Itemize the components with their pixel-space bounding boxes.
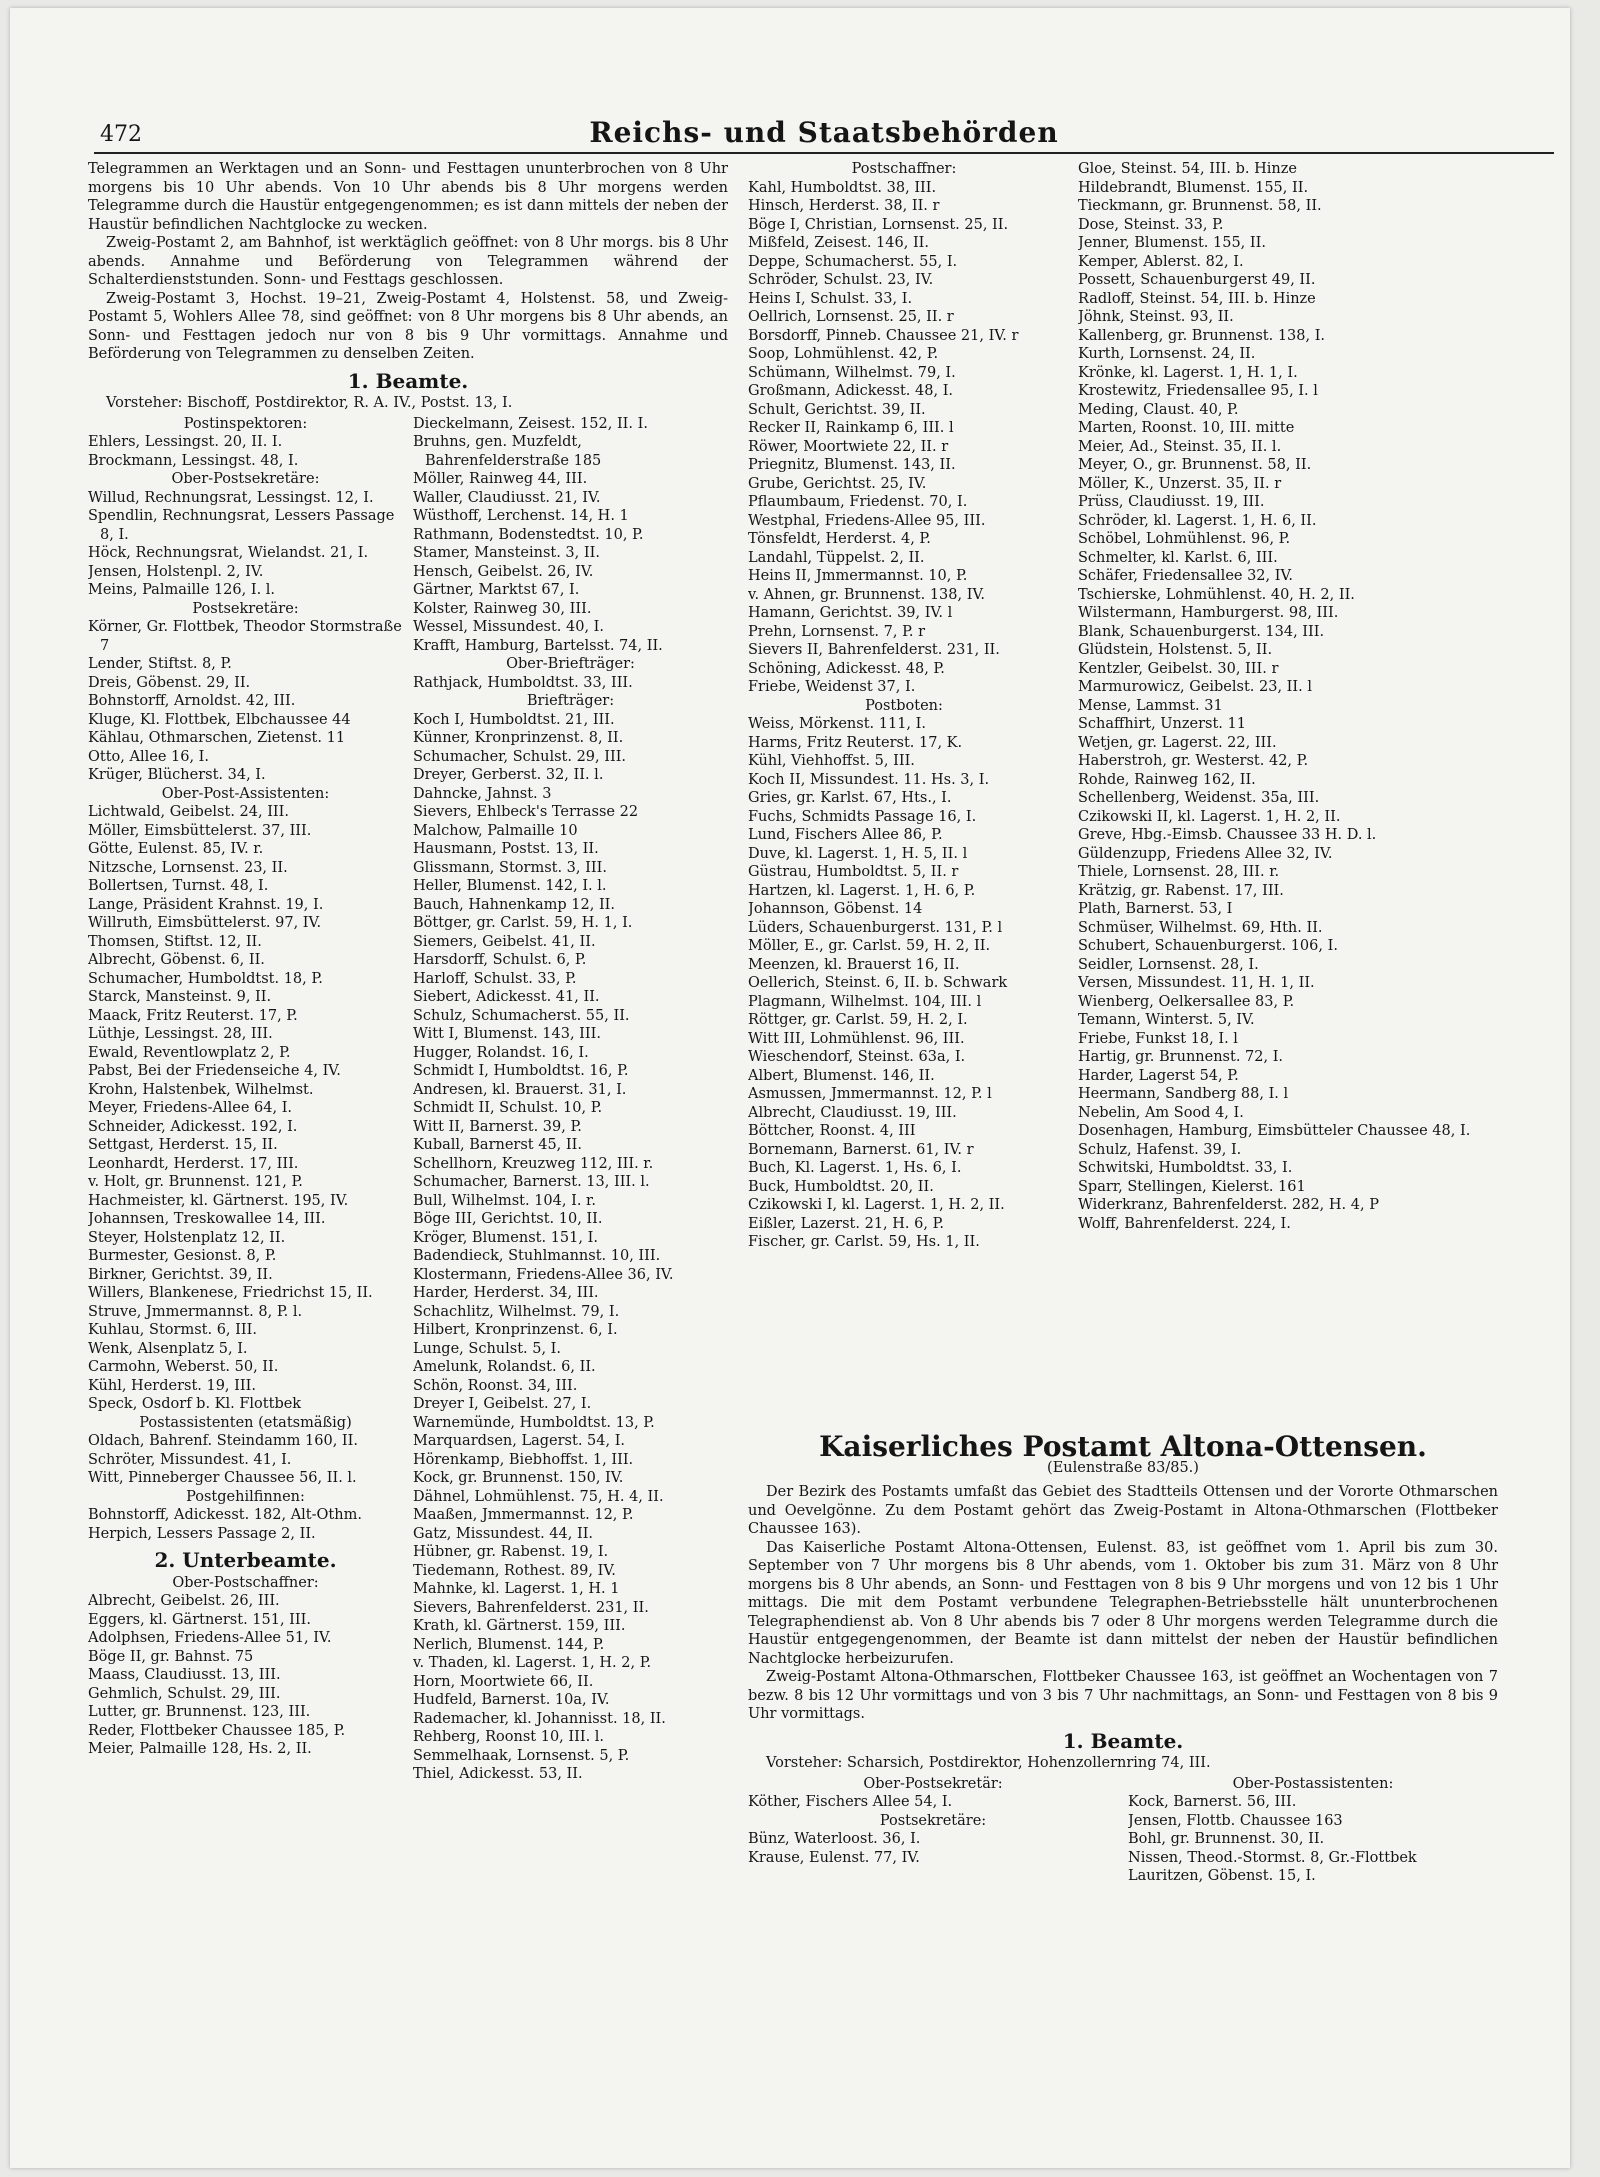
staff-entry: Röwer, Moortwiete 22, II. r [748, 438, 949, 455]
staff-entry: Meier, Ad., Steinst. 35, II. l. [1078, 438, 1282, 455]
column-middle [748, 160, 1060, 1460]
staff-entry: Czikowski I, kl. Lagerst. 1, H. 2, II. [748, 1197, 1005, 1213]
staff-entry: Lange, Präsident Krahnst. 19, I. [88, 896, 324, 913]
staff-entry: Buck, Humboldtst. 20, II. [748, 1178, 934, 1195]
staff-entry: Thiel, Adickesst. 53, II. [413, 1766, 583, 1782]
staff-entry: Schöbel, Lohmühlenst. 96, P. [1078, 531, 1291, 547]
staff-entry: Sievers II, Bahrenfelderst. 231, II. [748, 642, 1000, 658]
staff-entry: Möller, K., Unzerst. 35, II. r [1078, 475, 1282, 492]
staff-entry: Hilbert, Kronprinzenst. 6, I. [413, 1322, 618, 1338]
staff-entry: Gatz, Missundest. 44, II. [413, 1525, 594, 1542]
running-title: Reichs- und Staatsbehörden [589, 116, 1059, 149]
office-paragraph: Der Bezirk des Postamts umfaßt das Gebiet des Stadtteils Ottensen und der Vororte Othmarschen und Oevelgönne. Zu dem Postamt gehört das Zweig-Postamt in Altona-Othmarschen (Flottbeker Chaussee 163). [748, 1484, 1498, 1537]
staff-entry: Witt II, Barnerst. 39, P. [413, 1118, 582, 1135]
staff-entry: Gries, gr. Karlst. 67, Hts., I. [748, 790, 952, 806]
staff-entry: Maack, Fritz Reuterst. 17, P. [88, 1007, 298, 1024]
group-heading: Postsekretäre: [192, 600, 299, 617]
staff-entry: Westphal, Friedens-Allee 95, III. [748, 512, 986, 529]
staff-entry: Gehmlich, Schulst. 29, III. [88, 1685, 281, 1702]
staff-entry: Gärtner, Marktst 67, I. [413, 582, 580, 598]
staff-subcolumn-a [88, 415, 403, 1784]
staff-entry: Wüsthoff, Lerchenst. 14, H. 1 [413, 508, 629, 524]
staff-entry: Nebelin, Am Sood 4, I. [1078, 1104, 1244, 1121]
staff-entry: Harloff, Schulst. 33, P. [413, 970, 577, 987]
staff-entry: Hübner, gr. Rabenst. 19, I. [413, 1544, 609, 1560]
staff-entry: Marten, Roonst. 10, III. mitte [1078, 420, 1295, 436]
staff-entry: Möller, Eimsbüttelerst. 37, III. [88, 822, 312, 839]
staff-entry: Marquardsen, Lagerst. 54, I. [413, 1433, 626, 1449]
staff-entry: Herpich, Lessers Passage 2, II. [88, 1525, 316, 1542]
staff-entry: Krause, Eulenst. 77, IV. [748, 1849, 920, 1866]
staff-entry: Körner, Gr. Flottbek, Theodor Stormstraße 7 [88, 619, 402, 654]
staff-entry: Hamann, Gerichtst. 39, IV. l [748, 605, 953, 621]
staff-entry: Rehberg, Roonst 10, III. l. [413, 1729, 605, 1745]
staff-entry: Böttcher, Roonst. 4, III [748, 1123, 916, 1139]
staff-entry: Nissen, Theod.-Stormst. 8, Gr.-Flottbek [1128, 1849, 1417, 1866]
staff-entry: Leonhardt, Herderst. 17, III. [88, 1155, 299, 1172]
staff-entry: Kock, gr. Brunnenst. 150, IV. [413, 1470, 624, 1486]
staff-entry: Struve, Jmmermannst. 8, P. l. [88, 1303, 303, 1320]
staff-entry: Witt, Pinneberger Chaussee 56, II. l. [88, 1470, 357, 1486]
staff-entry: Lüthje, Lessingst. 28, III. [88, 1026, 273, 1042]
staff-entry: Malchow, Palmaille 10 [413, 822, 578, 839]
staff-entry: Kolster, Rainweg 30, III. [413, 600, 592, 617]
staff-entry: Fuchs, Schmidts Passage 16, I. [748, 808, 977, 825]
staff-entry: Settgast, Herderst. 15, II. [88, 1137, 278, 1153]
intro-paragraph: Telegrammen an Werktagen und an Sonn- und Festtagen ununterbrochen von 8 Uhr morgens bis 10 Uhr abends. Von 10 Uhr abends bis 8 Uhr morgens werden Telegramme durch die Haustür entgegengenommen; es ist dann mittels der neben der Haustür befindlichen Nachtglocke zu wecken. [88, 161, 728, 233]
staff-entry: Willud, Rechnungsrat, Lessingst. 12, I. [88, 489, 374, 506]
staff-entry: Schellenberg, Weidenst. 35a, III. [1078, 790, 1320, 806]
staff-entry: Tiedemann, Rothest. 89, IV. [413, 1562, 616, 1579]
staff-entry: Schöning, Adickesst. 48, P. [748, 660, 945, 677]
staff-entry: Thomsen, Stiftst. 12, II. [88, 933, 262, 950]
staff-entry: Schult, Gerichtst. 39, II. [748, 401, 926, 418]
staff-entry: Meins, Palmaille 126, I. l. [88, 582, 276, 598]
group-heading: Postinspektoren: [183, 415, 308, 432]
staff-entry: Priegnitz, Blumenst. 143, II. [748, 457, 956, 473]
staff-entry: Böge III, Gerichtst. 10, II. [413, 1211, 603, 1227]
staff-entry: Böttger, gr. Carlst. 59, H. 1, I. [413, 915, 633, 931]
staff-entry: Versen, Missundest. 11, H. 1, II. [1078, 975, 1315, 991]
staff-entry: Hinsch, Herderst. 38, II. r [748, 198, 940, 214]
staff-entry: Kählau, Othmarschen, Zietenst. 11 [88, 730, 346, 746]
staff-entry: Spendlin, Rechnungsrat, Lessers Passage 8, I. [88, 508, 395, 543]
staff-entry: Johannson, Göbenst. 14 [748, 901, 923, 917]
staff-entry: Recker II, Rainkamp 6, III. l [748, 420, 954, 436]
staff-entry: Willers, Blankenese, Friedrichst 15, II. [88, 1285, 373, 1301]
staff-entry: Albrecht, Claudiusst. 19, III. [748, 1104, 957, 1121]
staff-entry: Heins I, Schulst. 33, I. [748, 290, 913, 307]
staff-entry: Steyer, Holstenplatz 12, II. [88, 1229, 286, 1246]
staff-entry: Grube, Gerichtst. 25, IV. [748, 475, 927, 492]
staff-entry: Hildebrandt, Blumenst. 155, II. [1078, 179, 1309, 196]
staff-entry: Oldach, Bahrenf. Steindamm 160, II. [88, 1433, 358, 1449]
staff-entry: Harms, Fritz Reuterst. 17, K. [748, 734, 963, 751]
staff-entry: Harder, Herderst. 34, III. [413, 1285, 599, 1301]
staff-entry: Wessel, Missundest. 40, I. [413, 619, 605, 635]
staff-entry: Sievers, Ehlbeck's Terrasse 22 [413, 804, 639, 820]
staff-entry: Bauch, Hahnenkamp 12, II. [413, 896, 616, 913]
staff-entry: Tschierske, Lohmühlenst. 40, H. 2, II. [1078, 586, 1355, 603]
staff-entry: Koch I, Humboldtst. 21, III. [413, 711, 615, 728]
staff-entry: Kröger, Blumenst. 151, I. [413, 1229, 598, 1246]
staff-entry: Rathmann, Bodenstedtst. 10, P. [413, 526, 644, 543]
staff-entry: Köther, Fischers Allee 54, I. [748, 1794, 953, 1810]
staff-entry: Deppe, Schumacherst. 55, I. [748, 253, 958, 270]
staff-entry: Kahl, Humboldtst. 38, III. [748, 179, 937, 196]
staff-entry: Oellrich, Lornsenst. 25, II. r [748, 309, 954, 325]
staff-entry: Andresen, kl. Brauerst. 31, I. [413, 1081, 627, 1098]
staff-entry: Jöhnk, Steinst. 93, II. [1078, 309, 1234, 325]
staff-entry: Friebe, Weidenst 37, I. [748, 679, 916, 695]
staff-entry: Höck, Rechnungsrat, Wielandst. 21, I. [88, 545, 369, 561]
staff-entry: Schön, Roonst. 34, III. [413, 1377, 578, 1394]
staff-entry: Kallenberg, gr. Brunnenst. 138, I. [1078, 327, 1326, 344]
staff-entry: Landahl, Tüppelst. 2, II. [748, 549, 925, 566]
group-heading: Postboten: [865, 697, 943, 714]
staff-entry: Schmüser, Wilhelmst. 69, Hth. II. [1078, 919, 1323, 936]
staff-entry: Schumacher, Barnerst. 13, III. l. [413, 1174, 650, 1190]
staff-entry: Possett, Schauenburgerst 49, II. [1078, 272, 1316, 288]
staff-entry: Witt III, Lohmühlenst. 96, III. [748, 1030, 965, 1047]
staff-entry: Mahnke, kl. Lagerst. 1, H. 1 [413, 1581, 620, 1597]
staff-entry: Ewald, Reventlowplatz 2, P. [88, 1044, 291, 1061]
office-staff-left [748, 1775, 1118, 1886]
staff-entry: Radloff, Steinst. 54, III. b. Hinze [1078, 290, 1316, 307]
staff-entry: Hensch, Geibelst. 26, IV. [413, 563, 594, 580]
staff-entry: Schneider, Adickesst. 192, I. [88, 1118, 298, 1135]
staff-entry: Eißler, Lazerst. 21, H. 6, P. [748, 1215, 944, 1232]
staff-entry: Waller, Claudiusst. 21, IV. [413, 489, 601, 506]
staff-entry: Bollertsen, Turnst. 48, I. [88, 878, 269, 894]
staff-entry: Koch II, Missundest. 11. Hs. 3, I. [748, 771, 990, 788]
staff-entry: Mense, Lammst. 31 [1078, 697, 1223, 714]
staff-entry: Weiss, Mörkenst. 111, I. [748, 716, 926, 732]
staff-entry: Warnemünde, Humboldtst. 13, P. [413, 1414, 655, 1431]
staff-entry: Pabst, Bei der Friedenseiche 4, IV. [88, 1063, 341, 1079]
staff-entry: v. Thaden, kl. Lagerst. 1, H. 2, P. [413, 1655, 652, 1671]
staff-entry: Soop, Lohmühlenst. 42, P. [748, 346, 939, 362]
staff-entry: Temann, Winterst. 5, IV. [1078, 1012, 1255, 1028]
staff-entry: Dähnel, Lohmühlenst. 75, H. 4, II. [413, 1488, 664, 1505]
staff-entry: Czikowski II, kl. Lagerst. 1, H. 2, II. [1078, 808, 1341, 825]
intro-paragraph: Zweig-Postamt 3, Hochst. 19–21, Zweig-Postamt 4, Holstenst. 58, und Zweig-Postamt 5, Wohlers Allee 78, sind geöffnet: von 8 Uhr morgens bis 8 Uhr abends, an Sonn- und Festtagen jedoch nur von 8 bis 9 Uhr vormittags. Annahme und Beförderung von Telegrammen zu denselben Zeiten. [88, 290, 728, 362]
column-right [1078, 160, 1498, 1460]
group-heading: Postassistenten (etatsmäßig) [139, 1414, 352, 1431]
staff-entry: Kurth, Lornsenst. 24, II. [1078, 346, 1256, 362]
staff-entry: v. Ahnen, gr. Brunnenst. 138, IV. [748, 586, 985, 603]
staff-entry: Güstrau, Humboldtst. 5, II. r [748, 864, 959, 880]
staff-entry: Marmurowicz, Geibelst. 23, II. l [1078, 679, 1312, 695]
staff-entry: Dreyer, Gerberst. 32, II. l. [413, 767, 604, 783]
staff-entry: Götte, Eulenst. 85, IV. r. [88, 841, 264, 857]
page-header [94, 116, 1554, 154]
staff-entry: Buch, Kl. Lagerst. 1, Hs. 6, I. [748, 1160, 962, 1176]
staff-entry: Amelunk, Rolandst. 6, II. [413, 1359, 596, 1375]
staff-entry: Wienberg, Oelkersallee 83, P. [1078, 993, 1295, 1010]
vorsteher-line: Vorsteher: Scharsich, Postdirektor, Hohenzollernring 74, III. [766, 1755, 1211, 1771]
staff-entry: Haberstroh, gr. Westerst. 42, P. [1078, 753, 1309, 769]
staff-entry: Maaßen, Jmmermannst. 12, P. [413, 1507, 634, 1523]
staff-entry: Dreis, Göbenst. 29, II. [88, 674, 251, 691]
staff-entry: Siebert, Adickesst. 41, II. [413, 989, 600, 1005]
staff-entry: Siemers, Geibelst. 41, II. [413, 933, 596, 950]
staff-entry: Glüdstein, Holstenst. 5, II. [1078, 642, 1273, 658]
staff-entry: Friebe, Funkst 18, I. l [1078, 1030, 1238, 1047]
staff-entry: Heermann, Sandberg 88, I. l [1078, 1086, 1289, 1102]
staff-entry: Hörenkamp, Biebhoffst. 1, III. [413, 1451, 634, 1468]
staff-entry: Otto, Allee 16, I. [88, 748, 210, 765]
staff-entry: Stamer, Mansteinst. 3, II. [413, 545, 600, 561]
group-heading: Ober-Postsekretär: [863, 1775, 1003, 1792]
staff-entry: Semmelhaak, Lornsenst. 5, P. [413, 1747, 630, 1764]
staff-entry: Plagmann, Wilhelmst. 104, III. l [748, 993, 982, 1010]
staff-entry: Willruth, Eimsbüttelerst. 97, IV. [88, 915, 322, 931]
staff-entry: Sparr, Stellingen, Kielerst. 161 [1078, 1178, 1306, 1195]
staff-entry: Bohnstorff, Arnoldst. 42, III. [88, 693, 296, 709]
staff-entry: Nitzsche, Lornsenst. 23, II. [88, 859, 288, 876]
staff-entry: Tönsfeldt, Herderst. 4, P. [748, 531, 931, 547]
staff-entry: Plath, Barnerst. 53, I [1078, 901, 1233, 917]
staff-entry: Kühl, Viehhoffst. 5, III. [748, 753, 915, 769]
staff-entry: Kühl, Herderst. 19, III. [88, 1377, 256, 1394]
staff-entry: Horn, Moortwiete 66, II. [413, 1673, 594, 1690]
staff-subcolumns [88, 415, 728, 1784]
staff-entry: Schröder, Schulst. 23, IV. [748, 272, 934, 288]
staff-subcolumn-b [413, 415, 728, 1784]
staff-entry: Asmussen, Jmmermannst. 12, P. l [748, 1086, 992, 1102]
office-staff-right [1128, 1775, 1498, 1886]
staff-entry: Gloe, Steinst. 54, III. b. Hinze [1078, 161, 1297, 177]
staff-entry: Wetjen, gr. Lagerst. 22, III. [1078, 734, 1277, 751]
staff-entry: Bull, Wilhelmst. 104, I. r. [413, 1192, 596, 1209]
group-heading: Ober-Briefträger: [506, 656, 635, 672]
staff-entry: Dreyer I, Geibelst. 27, I. [413, 1396, 592, 1412]
staff-entry: Meyer, Friedens-Allee 64, I. [88, 1100, 293, 1116]
group-heading: Ober-Post-Assistenten: [161, 785, 330, 802]
staff-entry: Dosenhagen, Hamburg, Eimsbütteler Chaussee 48, I. [1078, 1123, 1471, 1139]
staff-entry: Heins II, Jmmermannst. 10, P. [748, 568, 968, 584]
staff-entry: v. Holt, gr. Brunnenst. 121, P. [88, 1174, 303, 1190]
column-left [88, 160, 728, 2120]
section-title: 2. Unterbeamte. [154, 1548, 337, 1572]
group-heading: Postschaffner: [851, 161, 957, 177]
group-heading: Briefträger: [526, 693, 615, 709]
staff-entry: Birkner, Gerichtst. 39, II. [88, 1266, 273, 1283]
staff-entry: Lund, Fischers Allee 86, P. [748, 827, 943, 843]
staff-entry: Wieschendorf, Steinst. 63a, I. [748, 1049, 966, 1065]
staff-entry: Möller, E., gr. Carlst. 59, H. 2, II. [748, 938, 991, 954]
office-staff-subcolumns [748, 1775, 1498, 1886]
staff-entry: Lutter, gr. Brunnenst. 123, III. [88, 1704, 311, 1720]
staff-entry: Heller, Blumenst. 142, I. l. [413, 878, 607, 894]
intro-paragraph: Zweig-Postamt 2, am Bahnhof, ist werktäglich geöffnet: von 8 Uhr morgs. bis 8 Uhr abends. Annahme und Beförderung von Telegrammen während der Schalterdienststunden. Sonn- und Festtags geschlossen. [88, 235, 728, 288]
staff-entry: Schulz, Hafenst. 39, I. [1078, 1141, 1242, 1158]
staff-entry: Meier, Palmaille 128, Hs. 2, II. [88, 1741, 312, 1757]
staff-entry: Seidler, Lornsenst. 28, I. [1078, 956, 1259, 973]
staff-entry: Lender, Stiftst. 8, P. [88, 656, 232, 672]
staff-entry: Harsdorff, Schulst. 6, P. [413, 952, 587, 968]
staff-entry: Oellerich, Steinst. 6, II. b. Schwark [748, 975, 1008, 991]
staff-entry: Dieckelmann, Zeisest. 152, II. I. [413, 415, 648, 432]
staff-entry: Badendieck, Stuhlmannst. 10, III. [413, 1248, 661, 1264]
staff-entry: Reder, Flottbeker Chaussee 185, P. [88, 1722, 346, 1739]
staff-entry: Rademacher, kl. Johannisst. 18, II. [413, 1710, 666, 1727]
staff-entry: Hartzen, kl. Lagerst. 1, H. 6, P. [748, 882, 976, 899]
staff-entry: Krätzig, gr. Rabenst. 17, III. [1078, 882, 1284, 899]
staff-entry: Bünz, Waterloost. 36, I. [748, 1831, 921, 1847]
staff-entry: Duve, kl. Lagerst. 1, H. 5, II. l [748, 845, 968, 862]
staff-entry: Krönke, kl. Lagerst. 1, H. 1, I. [1078, 364, 1298, 381]
office-address: (Eulenstraße 83/85.) [1047, 1459, 1199, 1476]
staff-entry: Brockmann, Lessingst. 48, I. [88, 452, 299, 469]
staff-entry: Bornemann, Barnerst. 61, IV. r [748, 1141, 974, 1158]
staff-entry: Prehn, Lornsenst. 7, P. r [748, 623, 926, 640]
staff-entry: Schmelter, kl. Karlst. 6, III. [1078, 549, 1278, 566]
staff-entry: Schaffhirt, Unzerst. 11 [1078, 716, 1246, 732]
staff-entry: Albrecht, Geibelst. 26, III. [88, 1593, 280, 1609]
staff-entry: Widerkranz, Bahrenfelderst. 282, H. 4, P [1078, 1197, 1379, 1213]
staff-entry: Kuball, Barnerst 45, II. [413, 1137, 582, 1153]
staff-entry: Krafft, Hamburg, Bartelsst. 74, II. [413, 637, 663, 654]
staff-entry: Adolphsen, Friedens-Allee 51, IV. [88, 1630, 332, 1646]
staff-entry: Böge II, gr. Bahnst. 75 [88, 1648, 254, 1665]
staff-entry: Hartig, gr. Brunnenst. 72, I. [1078, 1049, 1284, 1065]
staff-entry: Kluge, Kl. Flottbek, Elbchaussee 44 [88, 711, 351, 728]
staff-entry: Kentzler, Geibelst. 30, III. r [1078, 660, 1279, 677]
staff-entry: Röttger, gr. Carlst. 59, H. 2, I. [748, 1012, 968, 1028]
staff-entry: Lauritzen, Göbenst. 15, I. [1128, 1868, 1316, 1884]
group-heading: Ober-Postsekretäre: [171, 471, 320, 487]
staff-entry: Hugger, Rolandst. 16, I. [413, 1044, 589, 1061]
staff-entry: Tieckmann, gr. Brunnenst. 58, II. [1078, 198, 1322, 214]
staff-entry: Schumacher, Humboldtst. 18, P. [88, 970, 323, 987]
office-title: Kaiserliches Postamt Altona-Ottensen. [819, 1430, 1427, 1463]
staff-entry: Mißfeld, Zeisest. 146, II. [748, 235, 930, 251]
staff-entry: Lunge, Schulst. 5, I. [413, 1340, 562, 1357]
altona-ottensen-section [748, 1430, 1498, 2120]
staff-entry: Starck, Mansteinst. 9, II. [88, 989, 272, 1005]
staff-entry: Schellhorn, Kreuzweg 112, III. r. [413, 1155, 654, 1172]
staff-entry: Schmidt II, Schulst. 10, P. [413, 1100, 603, 1116]
staff-entry: Hachmeister, kl. Gärtnerst. 195, IV. [88, 1192, 349, 1209]
staff-entry: Kock, Barnerst. 56, III. [1128, 1794, 1297, 1810]
staff-entry: Bohl, gr. Brunnenst. 30, II. [1128, 1831, 1325, 1847]
staff-entry: Meding, Claust. 40, P. [1078, 401, 1239, 418]
staff-entry: Schumacher, Schulst. 29, III. [413, 748, 627, 765]
staff-entry: Krath, kl. Gärtnerst. 159, III. [413, 1618, 626, 1634]
staff-entry: Prüss, Claudiusst. 19, III. [1078, 494, 1265, 510]
staff-entry: Greve, Hbg.-Eimsb. Chaussee 33 H. D. l. [1078, 827, 1377, 843]
section-title: 1. Beamte. [347, 368, 469, 393]
page-number: 472 [100, 122, 142, 147]
staff-entry: Albrecht, Göbenst. 6, II. [88, 952, 265, 968]
staff-entry: Schwitski, Humboldtst. 33, I. [1078, 1160, 1293, 1176]
staff-entry: Bohnstorff, Adickesst. 182, Alt-Othm. [88, 1507, 362, 1523]
staff-entry: Rohde, Rainweg 162, II. [1078, 771, 1256, 788]
staff-entry: Glissmann, Stormst. 3, III. [413, 859, 607, 876]
staff-entry: Johannsen, Treskowallee 14, III. [88, 1211, 326, 1227]
staff-entry: Eggers, kl. Gärtnerst. 151, III. [88, 1611, 311, 1628]
staff-entry: Hudfeld, Barnerst. 10a, IV. [413, 1692, 610, 1708]
staff-entry: Harder, Lagerst 54, P. [1078, 1067, 1239, 1084]
group-heading: Postgehilfinnen: [186, 1488, 305, 1505]
staff-entry: Künner, Kronprinzenst. 8, II. [413, 730, 624, 746]
staff-entry: Lichtwald, Geibelst. 24, III. [88, 804, 289, 820]
staff-entry: Schäfer, Friedensallee 32, IV. [1078, 568, 1294, 584]
staff-entry: Ehlers, Lessingst. 20, II. I. [88, 434, 283, 450]
staff-entry: Wilstermann, Hamburgerst. 98, III. [1078, 605, 1339, 621]
staff-entry: Klostermann, Friedens-Allee 36, IV. [413, 1266, 674, 1283]
staff-entry: Krostewitz, Friedensallee 95, I. l [1078, 383, 1318, 399]
staff-entry: Jensen, Holstenpl. 2, IV. [88, 563, 264, 580]
staff-entry: Dose, Steinst. 33, P. [1078, 216, 1224, 233]
staff-entry: Fischer, gr. Carlst. 59, Hs. 1, II. [748, 1234, 980, 1250]
staff-entry: Schmidt I, Humboldtst. 16, P. [413, 1063, 629, 1079]
staff-entry: Wenk, Alsenplatz 5, I. [88, 1340, 248, 1357]
staff-entry: Meyer, O., gr. Brunnenst. 58, II. [1078, 457, 1312, 473]
staff-entry: Rathjack, Humboldtst. 33, III. [413, 674, 633, 691]
staff-entry: Großmann, Adickesst. 48, I. [748, 383, 954, 399]
staff-entry: Speck, Osdorf b. Kl. Flottbek [88, 1396, 302, 1412]
staff-entry: Schümann, Wilhelmst. 79, I. [748, 364, 956, 381]
group-heading: Ober-Postschaffner: [172, 1574, 319, 1591]
staff-entry: Sievers, Bahrenfelderst. 231, II. [413, 1599, 649, 1616]
staff-entry: Schröder, kl. Lagerst. 1, H. 6, II. [1078, 512, 1317, 529]
staff-entry: Schubert, Schauenburgerst. 106, I. [1078, 938, 1338, 954]
staff-entry: Hausmann, Postst. 13, II. [413, 841, 599, 857]
staff-entry: Krohn, Halstenbek, Wilhelmst. [88, 1081, 314, 1098]
staff-entry: Jenner, Blumenst. 155, II. [1078, 235, 1266, 251]
staff-entry: Schulz, Schumacherst. 55, II. [413, 1007, 630, 1024]
staff-entry: Kuhlau, Stormst. 6, III. [88, 1322, 257, 1338]
staff-entry: Burmester, Gesionst. 8, P. [88, 1248, 277, 1264]
staff-entry: Schachlitz, Wilhelmst. 79, I. [413, 1303, 620, 1320]
section-title: 1. Beamte. [1062, 1728, 1184, 1753]
staff-entry: Güldenzupp, Friedens Allee 32, IV. [1078, 845, 1333, 862]
group-heading: Ober-Postassistenten: [1232, 1775, 1394, 1792]
staff-entry: Jensen, Flottb. Chaussee 163 [1128, 1812, 1343, 1829]
staff-entry: Dahncke, Jahnst. 3 [413, 785, 552, 802]
staff-entry: Blank, Schauenburgerst. 134, III. [1078, 623, 1325, 640]
staff-entry: Bruhns, gen. Muzfeldt, Bahrenfelderstraße 185 [413, 434, 602, 469]
staff-entry: Pflaumbaum, Friedenst. 70, I. [748, 494, 968, 510]
staff-entry: Albert, Blumenst. 146, II. [748, 1067, 935, 1084]
staff-entry: Krüger, Blücherst. 34, I. [88, 767, 266, 783]
staff-entry: Carmohn, Weberst. 50, II. [88, 1359, 279, 1375]
staff-entry: Nerlich, Blumenst. 144, P. [413, 1636, 605, 1653]
staff-entry: Borsdorff, Pinneb. Chaussee 21, IV. r [748, 327, 1019, 344]
staff-entry: Maass, Claudiusst. 13, III. [88, 1667, 281, 1683]
staff-entry: Meenzen, kl. Brauerst 16, II. [748, 956, 960, 973]
staff-entry: Kemper, Ablerst. 82, I. [1078, 253, 1244, 270]
staff-entry: Witt I, Blumenst. 143, III. [413, 1026, 601, 1042]
staff-entry: Böge I, Christian, Lornsenst. 25, II. [748, 216, 1009, 233]
staff-entry: Thiele, Lornsenst. 28, III. r. [1078, 864, 1280, 880]
office-paragraph: Das Kaiserliche Postamt Altona-Ottensen, Eulenst. 83, ist geöffnet vom 1. April bis zum 30. September von 7 Uhr morgens bis 8 Uhr abends, vom 1. Oktober bis zum 31. März von 8 Uhr morgens bis 8 Uhr abends, an Sonn- und Festtagen von 8 bis 9 Uhr morgens und von 12 bis 1 Uhr mittags. Die mit dem Postamt verbundene Telegraphen-Betriebsstelle hält ununterbrochenen Telegraphendienst ab. Von 8 Uhr abends bis 7 oder 8 Uhr morgens werden Telegramme durch die Haustür entgegengenommen, der Beamte ist dann mittelst der neben der Haustür befindlichen Nachtglocke herbeizurufen. [748, 1539, 1498, 1667]
staff-entry: Wolff, Bahrenfelderst. 224, I. [1078, 1215, 1291, 1232]
group-heading: Postsekretäre: [879, 1812, 987, 1829]
staff-entry: Lüders, Schauenburgerst. 131, P. l [748, 919, 1003, 936]
vorsteher-line: Vorsteher: Bischoff, Postdirektor, R. A. IV., Postst. 13, I. [106, 395, 513, 411]
staff-entry: Schröter, Missundest. 41, I. [88, 1451, 292, 1468]
staff-entry: Möller, Rainweg 44, III. [413, 471, 588, 487]
office-paragraph: Zweig-Postamt Altona-Othmarschen, Flottbeker Chaussee 163, ist geöffnet an Wochentagen von 7 bezw. 8 bis 12 Uhr vormittags und von 3 bis 7 Uhr nachmittags, an Sonn- und Festtagen von 8 bis 9 Uhr vormittags. [748, 1669, 1498, 1722]
